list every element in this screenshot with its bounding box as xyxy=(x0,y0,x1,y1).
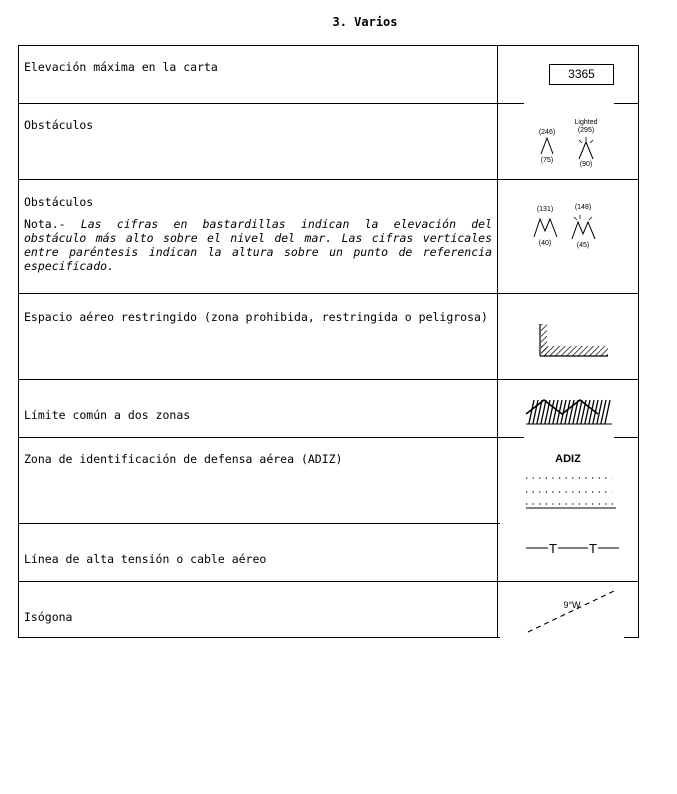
obstacle-value: (246) xyxy=(538,129,556,136)
row-label: Obstáculos xyxy=(19,104,498,179)
table-row xyxy=(19,180,638,294)
row-label: Elevación máxima en la carta xyxy=(19,46,498,103)
row-label: Zona de identificación de defensa aérea (ADIZ) xyxy=(19,438,498,523)
row-label: Línea de alta tensión o cable aéreo xyxy=(19,524,498,581)
table-row xyxy=(19,104,638,180)
row-label: Espacio aéreo restringido (zona prohibida, restringida o peligrosa) xyxy=(24,310,488,324)
obstacle-value: (40) xyxy=(538,240,552,247)
table-row xyxy=(19,582,638,638)
obstacle-value: (90) xyxy=(579,161,593,168)
symbol-cell xyxy=(498,104,638,179)
note-prefix: Nota.- xyxy=(24,217,66,231)
section-title: 3. Varios xyxy=(332,15,398,29)
isogonic-line-symbol xyxy=(498,582,638,638)
table-row xyxy=(19,46,638,104)
table-row xyxy=(19,524,638,582)
adiz-label: ADIZ xyxy=(555,453,581,465)
row-label: Isógona xyxy=(19,582,498,638)
obstacle-symbol xyxy=(498,104,638,180)
symbol-cell xyxy=(498,180,638,293)
obstacle-value: (45) xyxy=(576,242,590,249)
power-line-marker: T xyxy=(549,541,557,556)
max-elevation-symbol: 3365 xyxy=(549,64,614,85)
symbol-cell xyxy=(498,524,638,581)
table-row xyxy=(19,294,638,380)
obstacle-value: (75) xyxy=(540,157,554,164)
table-row xyxy=(19,438,638,524)
note-text: Las cifras en bastardillas indican la elevación del obstáculo más alto sobre el nivel del mar. Las cifras verticales entre paréntesis indican la altura sobre un punto de referencia especificado. xyxy=(24,217,492,273)
power-line-marker: T xyxy=(589,541,597,556)
power-line-symbol xyxy=(498,524,638,582)
symbol-cell xyxy=(498,380,638,437)
obstacle-value: Lighted xyxy=(574,119,598,126)
isogonic-label: 9°W xyxy=(563,600,581,610)
symbol-cell xyxy=(498,46,638,103)
obstacle-value: (131) xyxy=(536,206,554,213)
symbols-table xyxy=(18,45,639,638)
table-row xyxy=(19,380,638,438)
obstacle-value: (295) xyxy=(577,127,595,134)
adiz-symbol xyxy=(498,438,638,524)
row-label: Límite común a dos zonas xyxy=(19,380,498,437)
symbol-cell xyxy=(498,438,638,523)
restricted-area-symbol xyxy=(498,294,638,380)
obstacle-value: (148) xyxy=(574,204,592,211)
symbol-cell xyxy=(498,582,638,638)
obstacle-group-symbol xyxy=(498,180,638,294)
row-note xyxy=(24,217,492,273)
row-label: Obstáculos xyxy=(24,195,94,209)
symbol-cell xyxy=(498,294,638,379)
common-boundary-symbol xyxy=(498,380,638,438)
